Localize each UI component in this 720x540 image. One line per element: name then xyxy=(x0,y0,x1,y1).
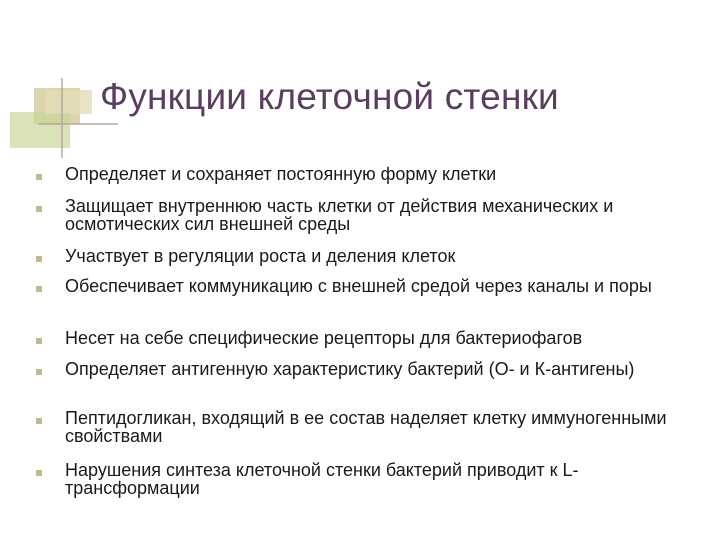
bullet-marker xyxy=(36,418,42,424)
bullet-marker xyxy=(36,174,42,180)
decor-green-square xyxy=(10,112,70,148)
bullet-marker xyxy=(36,206,42,212)
bullet-text: Участвует в регуляции роста и деления клеток xyxy=(65,246,456,266)
decor-tan-strip xyxy=(46,90,92,114)
bullet-marker xyxy=(36,470,42,476)
bullet-text: Защищает внутреннюю часть клетки от действия механических и осмотических сил внешней среды xyxy=(65,196,614,234)
bullet-text: Обеспечивает коммуникацию с внешней средой через каналы и поры xyxy=(65,276,652,296)
bullet-text: Определяет и сохраняет постоянную форму клетки xyxy=(65,164,497,184)
bullet-text: Нарушения синтеза клеточной стенки бактерий приводит к L-трансформации xyxy=(65,460,579,498)
bullet-text: Пептидогликан, входящий в ее состав наделяет клетку иммуногенными свойствами xyxy=(65,408,667,446)
bullet-marker xyxy=(36,338,42,344)
slide-title: Функции клеточной стенки xyxy=(100,76,559,117)
bullet-marker xyxy=(36,369,42,375)
bullet-text: Определяет антигенную характеристику бактерий (О- и К-антигены) xyxy=(65,359,635,379)
bullet-text: Несет на себе специфические рецепторы для бактериофагов xyxy=(65,328,583,348)
bullet-marker xyxy=(36,256,42,262)
bullet-marker xyxy=(36,286,42,292)
